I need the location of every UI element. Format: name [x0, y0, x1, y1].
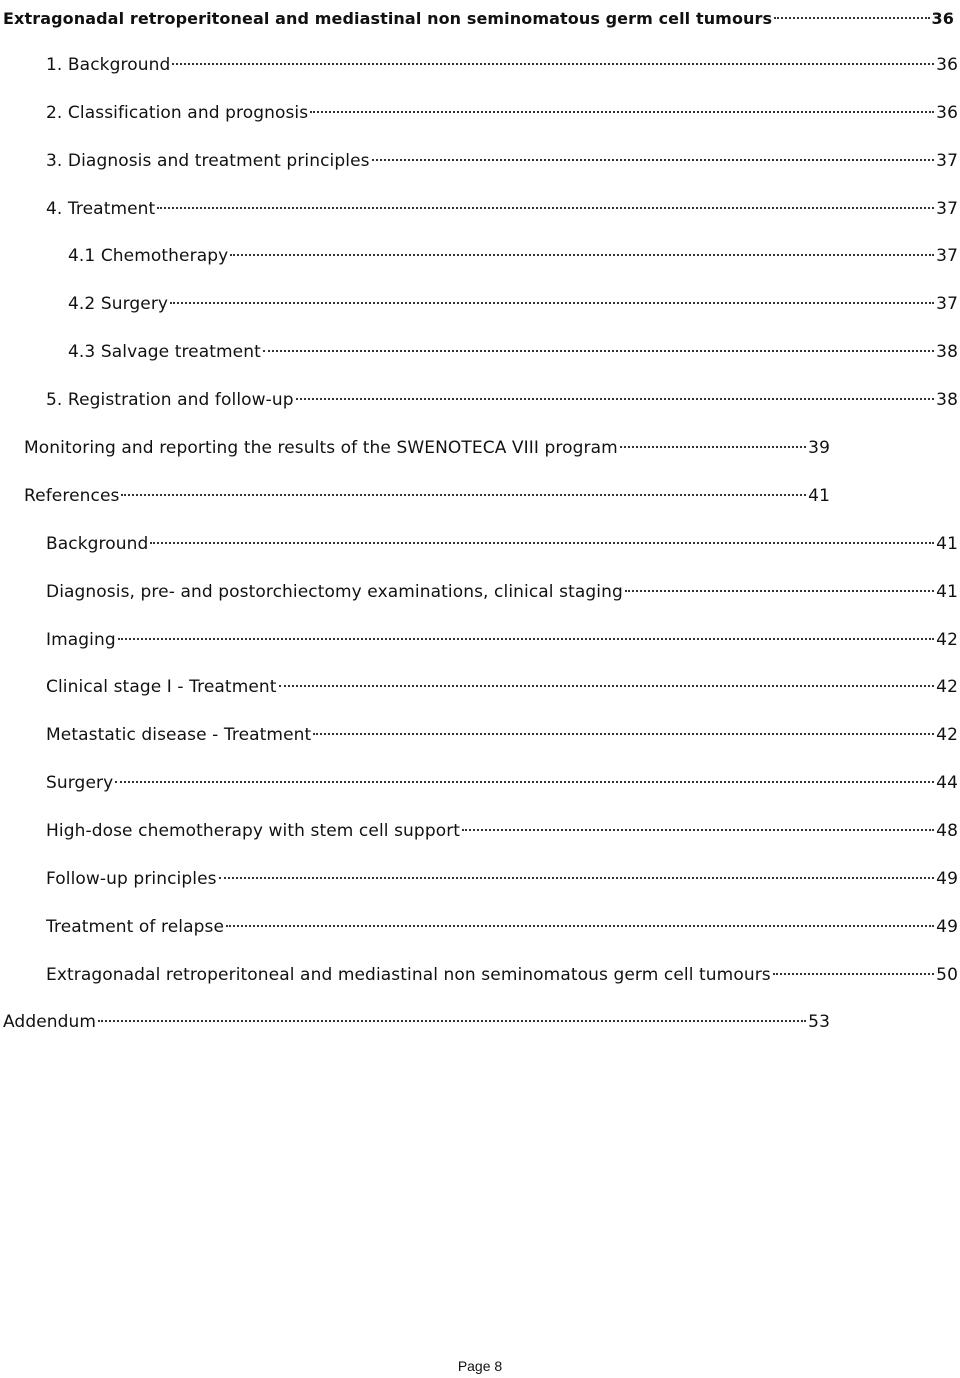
toc-leader-dots — [150, 525, 934, 549]
toc-leader-dots — [172, 46, 934, 70]
toc-leader-dots — [98, 1003, 806, 1027]
toc-entry-page: 38 — [936, 342, 958, 362]
toc-entry-title: Clinical stage I - Treatment — [46, 677, 277, 697]
toc-leader-dots — [226, 908, 934, 932]
toc-entry-ref-metastatic[interactable] — [46, 716, 958, 745]
toc-entry-title: High-dose chemotherapy with stem cell support — [46, 821, 461, 841]
toc-entry-title: 4.2 Surgery — [68, 294, 169, 314]
toc-entry-title: References — [24, 486, 120, 506]
toc-entry-classification[interactable] — [46, 94, 958, 123]
toc-entry-page: 38 — [936, 390, 958, 410]
toc-leader-dots — [625, 573, 934, 597]
toc-leader-dots — [773, 956, 934, 980]
toc-entry-references[interactable] — [24, 477, 830, 506]
toc-entry-title: 3. Diagnosis and treatment principles — [46, 151, 370, 171]
toc-entry-ref-relapse[interactable] — [46, 908, 958, 937]
toc-entry-title: 4. Treatment — [46, 199, 156, 219]
toc-leader-dots — [219, 860, 935, 884]
toc-entry-surgery-sub[interactable] — [68, 285, 958, 314]
toc-leader-dots — [157, 190, 934, 214]
toc-entry-page: 42 — [936, 725, 958, 745]
toc-entry-page: 37 — [936, 151, 958, 171]
toc-entry-page: 48 — [936, 821, 958, 841]
toc-leader-dots — [620, 429, 806, 453]
toc-entry-title: Background — [46, 534, 149, 554]
toc-entry-ref-imaging[interactable] — [46, 621, 958, 650]
toc-entry-page: 41 — [936, 534, 958, 554]
toc-entry-title: 2. Classification and prognosis — [46, 103, 309, 123]
toc-entry-salvage-treatment[interactable] — [68, 333, 958, 362]
page-number-footer: Page 8 — [457, 1358, 503, 1374]
toc-entry-page: 37 — [936, 246, 958, 266]
toc-leader-dots — [263, 333, 934, 357]
toc-entry-title: Imaging — [46, 630, 116, 650]
toc-entry-ref-extragonadal[interactable] — [46, 956, 958, 985]
toc-entry-page: 36 — [936, 103, 958, 123]
toc-entry-page: 53 — [808, 1012, 830, 1032]
toc-leader-dots — [115, 764, 934, 788]
toc-entry-title: 5. Registration and follow-up — [46, 390, 294, 410]
toc-entry-title: Extragonadal retroperitoneal and mediastinal non seminomatous germ cell tumours — [3, 9, 773, 28]
toc-entry-page: 41 — [936, 582, 958, 602]
toc-entry-title: Diagnosis, pre- and postorchiectomy examinations, clinical staging — [46, 582, 623, 602]
toc-entry-page: 41 — [808, 486, 830, 506]
toc-leader-dots — [279, 668, 935, 692]
toc-leader-dots — [121, 477, 806, 501]
toc-leader-dots — [310, 94, 934, 118]
toc-entry-page: 37 — [936, 199, 958, 219]
toc-entry-title: Follow-up principles — [46, 869, 217, 889]
toc-leader-dots — [170, 285, 934, 309]
toc-entry-ref-clinical-stage[interactable] — [46, 668, 958, 697]
toc-entry-title: Extragonadal retroperitoneal and mediastinal non seminomatous germ cell tumours — [46, 965, 771, 985]
toc-entry-page: 44 — [936, 773, 958, 793]
toc-entry-title: Metastatic disease - Treatment — [46, 725, 312, 745]
toc-entry-page: 37 — [936, 294, 958, 314]
toc-entry-title: 4.1 Chemotherapy — [68, 246, 229, 266]
toc-entry-title: 4.3 Salvage treatment — [68, 342, 261, 362]
toc-entry-title: 1. Background — [46, 55, 171, 75]
toc-leader-dots — [313, 716, 934, 740]
toc-entry-ref-background[interactable] — [46, 525, 958, 554]
toc-entry-chemotherapy[interactable] — [68, 237, 958, 266]
toc-entry-page: 42 — [936, 677, 958, 697]
toc-entry-title: Treatment of relapse — [46, 917, 225, 937]
toc-entry-page: 39 — [808, 438, 830, 458]
toc-entry-ref-high-dose[interactable] — [46, 812, 958, 841]
toc-leader-dots — [462, 812, 934, 836]
toc-leader-dots — [118, 621, 934, 645]
toc-entry-background[interactable] — [46, 46, 958, 75]
toc-entry-ref-diagnosis[interactable] — [46, 573, 958, 602]
toc-entry-page: 50 — [936, 965, 958, 985]
toc-entry-registration[interactable] — [46, 381, 958, 410]
toc-leader-dots — [372, 142, 935, 166]
toc-entry-extragonadal-heading[interactable] — [3, 0, 954, 28]
toc-leader-dots — [774, 0, 929, 24]
toc-leader-dots — [296, 381, 934, 405]
toc-entry-page: 49 — [936, 869, 958, 889]
toc-entry-page: 36 — [931, 9, 954, 28]
toc-entry-page: 36 — [936, 55, 958, 75]
toc-entry-diagnosis-principles[interactable] — [46, 142, 958, 171]
toc-leader-dots — [230, 237, 934, 261]
toc-entry-addendum[interactable] — [3, 1003, 830, 1032]
toc-entry-treatment[interactable] — [46, 190, 958, 219]
toc-entry-title: Monitoring and reporting the results of the SWENOTECA VIII program — [24, 438, 618, 458]
toc-entry-monitoring[interactable] — [24, 429, 830, 458]
toc-entry-page: 49 — [936, 917, 958, 937]
toc-entry-title: Addendum — [3, 1012, 97, 1032]
toc-entry-ref-surgery[interactable] — [46, 764, 958, 793]
toc-entry-title: Surgery — [46, 773, 114, 793]
toc-entry-ref-follow-up[interactable] — [46, 860, 958, 889]
toc-entry-page: 42 — [936, 630, 958, 650]
